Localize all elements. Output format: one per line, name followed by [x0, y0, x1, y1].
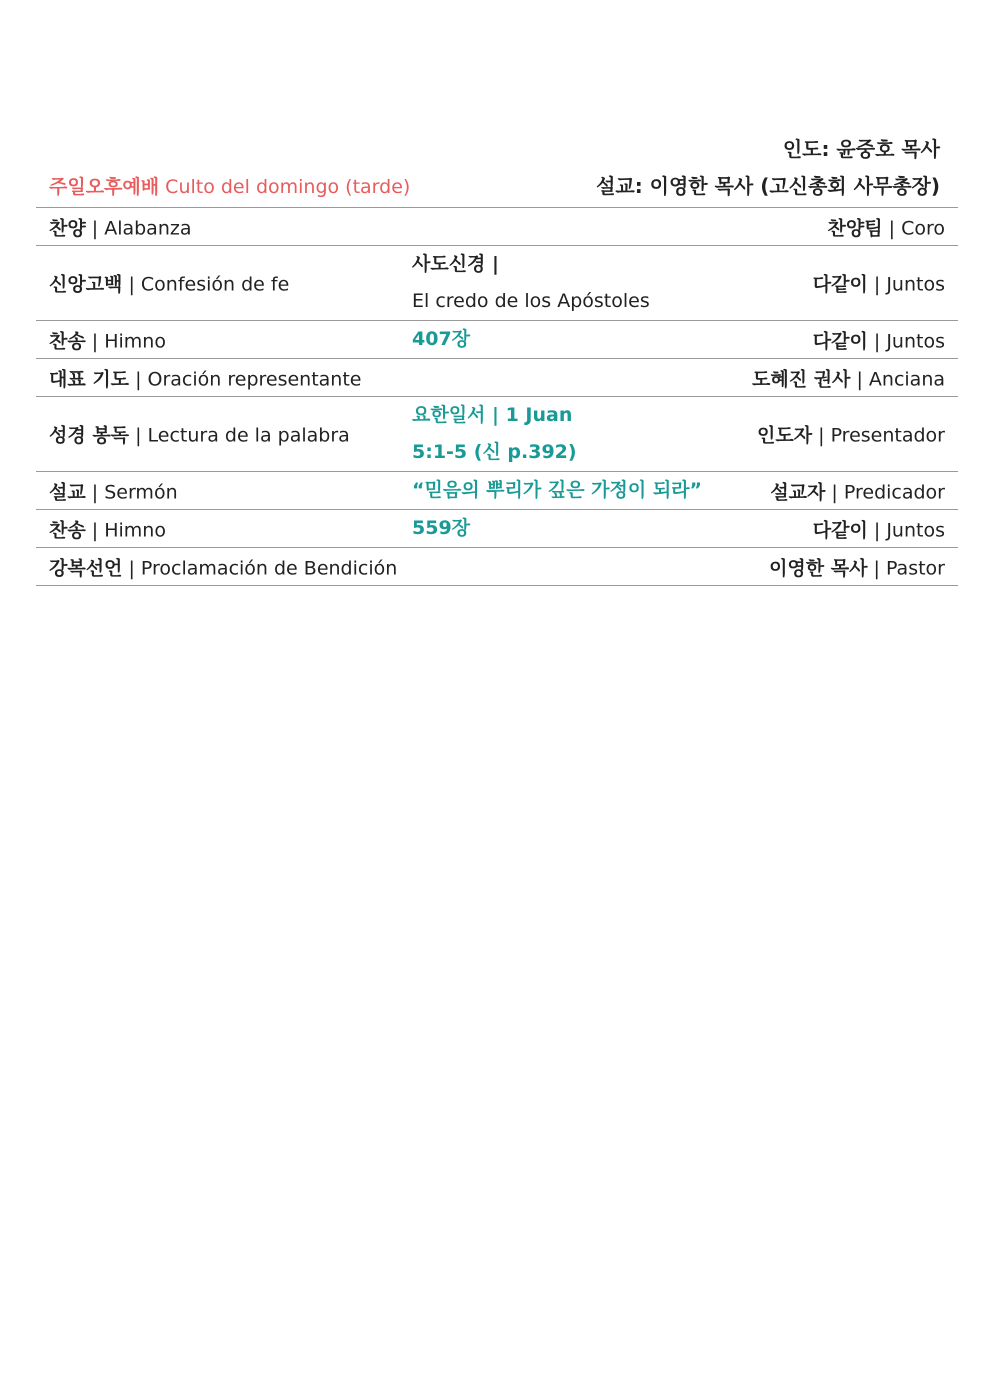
table-row: [36, 208, 958, 246]
service-title-ko: 주일오후예배: [49, 176, 160, 198]
row-item: 강복선언 | Proclamación de Bendición: [49, 557, 398, 579]
row-leader-es: Pastor: [885, 557, 945, 579]
row-leader-es: Presentador: [830, 424, 945, 447]
row-item-ko: 찬송: [49, 330, 86, 352]
row-item: 찬송 | Himno: [49, 519, 166, 541]
row-leader-es: Juntos: [886, 330, 945, 352]
row-item-es: Alabanza: [104, 217, 192, 239]
row-item-es: Himno: [104, 330, 166, 352]
row-leader-es: Anciana: [868, 368, 945, 390]
row-leader-ko: 다같이: [812, 519, 868, 541]
row-detail: [412, 246, 742, 320]
row-detail: 407장: [412, 328, 471, 350]
row-leader: 인도자 | Presentador: [757, 424, 945, 447]
service-title: [49, 172, 410, 199]
row-leader-ko: 다같이: [812, 330, 868, 352]
sermon-title: “믿음의 뿌리가 깊은 가정이 되라”: [412, 479, 703, 501]
row-detail-line-2: El credo de los Apóstoles: [412, 290, 650, 312]
row-item: 찬송 | Himno: [49, 330, 166, 352]
row-leader-ko: 도혜진 권사: [752, 368, 851, 390]
leader-line: 인도: 윤중호 목사: [782, 137, 940, 161]
row-leader: 이영한 목사 | Pastor: [769, 557, 945, 579]
service-title-es: Culto del domingo (tarde): [165, 176, 411, 198]
row-leader-es: Juntos: [886, 519, 945, 541]
row-item: 성경 봉독 | Lectura de la palabra: [49, 424, 350, 447]
table-row: [36, 548, 958, 586]
row-item-ko: 성경 봉독: [49, 424, 130, 447]
row-leader-ko: 인도자: [757, 424, 813, 447]
row-item-es: Proclamación de Bendición: [140, 557, 398, 579]
row-leader: 다같이 | Juntos: [812, 519, 945, 541]
table-row: [36, 321, 958, 359]
row-item: 신앙고백 | Confesión de fe: [49, 273, 290, 296]
row-leader: 찬양팀 | Coro: [827, 217, 945, 239]
row-item: 대표 기도 | Oración representante: [49, 368, 362, 390]
row-item: 찬양 | Alabanza: [49, 217, 192, 239]
row-item-es: Himno: [104, 519, 166, 541]
preacher-line: 설교: 이영한 목사 (고신총회 사무총장): [596, 174, 940, 198]
row-detail-line-1: 요한일서 | 1 Juan: [412, 404, 573, 426]
row-detail: 559장: [412, 517, 471, 539]
bulletin-page: [36, 130, 958, 586]
row-leader: 도혜진 권사 | Anciana: [752, 368, 945, 390]
table-row: [36, 246, 958, 321]
row-item-es: Oración representante: [147, 368, 362, 390]
row-leader-es: Coro: [901, 217, 945, 239]
row-item-ko: 찬양: [49, 217, 86, 239]
table-row: [36, 472, 958, 510]
row-leader: 설교자 | Predicador: [770, 481, 945, 503]
row-item-ko: 신앙고백: [49, 273, 123, 296]
row-item-es: Confesión de fe: [140, 273, 290, 296]
row-item-ko: 설교: [49, 481, 86, 503]
row-leader: 다같이 | Juntos: [812, 273, 945, 296]
row-leader: 다같이 | Juntos: [812, 330, 945, 352]
row-leader-ko: 찬양팀: [827, 217, 883, 239]
table-row: [36, 359, 958, 397]
row-leader-ko: 다같이: [812, 273, 868, 296]
row-detail-line-1: 사도신경 |: [412, 253, 499, 275]
row-item: 설교 | Sermón: [49, 481, 178, 503]
row-detail-line-2: 5:1-5 (신 p.392): [412, 441, 577, 463]
row-item-ko: 대표 기도: [49, 368, 130, 390]
table-row: [36, 510, 958, 548]
table-row: [36, 397, 958, 472]
row-leader-ko: 이영한 목사: [769, 557, 868, 579]
row-leader-ko: 설교자: [770, 481, 826, 503]
row-detail: [412, 397, 742, 471]
service-header: [36, 130, 958, 207]
row-item-es: Lectura de la palabra: [147, 424, 350, 447]
row-item-ko: 강복선언: [49, 557, 123, 579]
row-item-ko: 찬송: [49, 519, 86, 541]
row-leader-es: Predicador: [843, 481, 945, 503]
row-leader-es: Juntos: [886, 273, 945, 296]
row-item-es: Sermón: [104, 481, 178, 503]
order-of-worship-table: [36, 207, 958, 586]
